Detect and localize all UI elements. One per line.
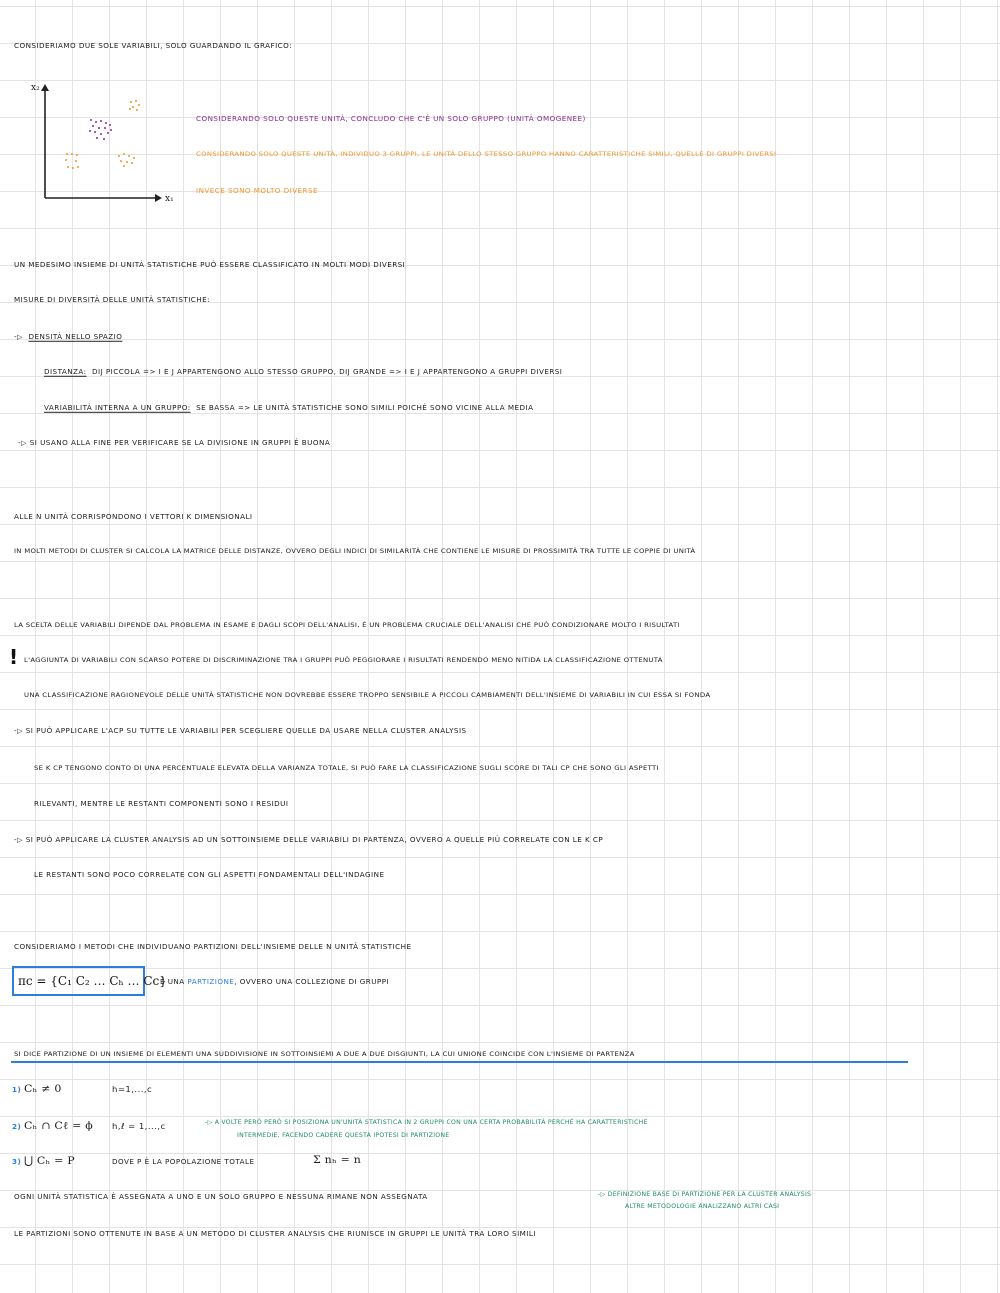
line-scelta-variabili: LA SCELTA DELLE VARIABILI DIPENDE DAL PROBLEMA IN ESAME E DAGLI SCOPI DELL'ANALISI, È UN PROBLEMA CRUCIALE DELL'ANALISI CHE PUÒ CONDIZIONARE MOLTO I RISULTATI xyxy=(14,621,680,629)
line-aggiunta-variabili: L'AGGIUNTA DI VARIABILI CON SCARSO POTERE DI DISCRIMINAZIONE TRA I GRUPPI PUÒ PEGGIORARE I RISULTATI RENDENDO MENO NITIDA LA CLASSIFICAZIONE OTTENUTA xyxy=(24,656,663,664)
condition-3-text: DOVE P È LA POPOLAZIONE TOTALE xyxy=(112,1157,255,1166)
y-axis-label: x₂ xyxy=(31,83,40,93)
variabilita-text: SE BASSA => LE UNITÀ STATISTICHE SONO SIMILI POICHÉ SONO VICINE ALLA MEDIA xyxy=(196,403,534,412)
line-rilevanti: RILEVANTI, MENTRE LE RESTANTI COMPONENTI SONO I RESIDUI xyxy=(34,799,289,808)
condition-3-expr: ⋃ Cₕ = P xyxy=(23,1154,75,1167)
partition-formula-box: πc = {C₁ C₂ … Cₕ … Cc} xyxy=(12,966,145,996)
line-densita xyxy=(14,331,122,342)
condition-2-expr: Cₕ ∩ Cℓ = ϕ xyxy=(23,1119,93,1132)
condition-2-index: h,ℓ = 1,...,c xyxy=(112,1122,166,1132)
blue-underline-rule xyxy=(11,1061,908,1063)
intro-line: CONSIDERIAMO DUE SOLE VARIABILI, SOLO GUARDANDO IL GRAFICO: xyxy=(14,41,293,50)
variabilita-label: VARIABILITÀ INTERNA A UN GRUPPO: xyxy=(44,403,191,412)
line-matrice-distanze: IN MOLTI METODI DI CLUSTER SI CALCOLA LA MATRICE DELLE DISTANZE, OVVERO DEGLI INDICI DI SIMILARITÀ CHE CONTIENE LE MISURE DI PROSSIMITÀ TRA TUTTE LE COPPIE DI UNITÀ xyxy=(14,547,696,555)
condition-2-number: 2) xyxy=(12,1122,22,1131)
definizione-note-1: -▷ DEFINIZIONE BASE DI PARTIZIONE PER LA CLUSTER ANALYSIS xyxy=(598,1191,812,1198)
line-medesimo-insieme: UN MEDESIMO INSIEME DI UNITÀ STATISTICHE PUÒ ESSERE CLASSIFICATO IN MOLTI MODI DIVERSI xyxy=(14,260,406,269)
densita-heading: DENSITÀ NELLO SPAZIO xyxy=(28,332,123,341)
condition-2 xyxy=(12,1120,93,1132)
orange-note-2: INVECE SONO MOLTO DIVERSE xyxy=(196,186,319,195)
condition-3 xyxy=(12,1155,75,1167)
line-vettori: ALLE N UNITÀ CORRISPONDONO I VETTORI K DIMENSIONALI xyxy=(14,512,253,521)
purple-note: CONSIDERANDO SOLO QUESTE UNITÀ, CONCLUDO CHE C'È UN SOLO GRUPPO (UNITÀ OMOGENEE) xyxy=(196,114,586,123)
line-definizione-partizione: SI DICE PARTIZIONE DI UN INSIEME DI ELEMENTI UNA SUDDIVISIONE IN SOTTOINSIEMI A DUE A DUE DISGIUNTI, LA CUI UNIONE COINCIDE CON L'INSIEME DI PARTENZA xyxy=(14,1050,635,1058)
partition-keyword: PARTIZIONE xyxy=(187,977,235,986)
line-acp: -▷ SI PUÒ APPLICARE L'ACP SU TUTTE LE VARIABILI PER SCEGLIERE QUELLE DA USARE NELLA CLUSTER ANALYSIS xyxy=(14,726,467,735)
line-metodi-partizioni: CONSIDERIAMO I METODI CHE INDIVIDUANO PARTIZIONI DELL'INSIEME DELLE N UNITÀ STATISTICHE xyxy=(14,942,412,951)
condition-1-index: h=1,...,c xyxy=(112,1085,153,1095)
line-partizioni-ottenute: LE PARTIZIONI SONO OTTENUTE IN BASE A UN METODO DI CLUSTER ANALYSIS CHE RIUNISCE IN GRUPPI LE UNITÀ TRA LORO SIMILI xyxy=(14,1229,536,1238)
condition-2-note-2: INTERMEDIE, FACENDO CADERE QUESTA IPOTESI DI PARTIZIONE xyxy=(237,1132,450,1139)
condition-3-number: 3) xyxy=(12,1157,22,1166)
line-e-una-partizione xyxy=(160,976,389,987)
condition-1 xyxy=(12,1083,62,1095)
warning-exclamation-icon: ! xyxy=(9,645,19,669)
distanza-text: DIJ PICCOLA => I E J APPARTENGONO ALLO STESSO GRUPPO, DIJ GRANDE => I E J APPARTENGONO A GRUPPI DIVERSI xyxy=(92,367,563,376)
line-misure-diversita: MISURE DI DIVERSITÀ DELLE UNITÀ STATISTICHE: xyxy=(14,295,210,304)
line-classificazione-ragionevole: UNA CLASSIFICAZIONE RAGIONEVOLE DELLE UNITÀ STATISTICHE NON DOVREBBE ESSERE TROPPO SENSIBILE A PICCOLI CAMBIAMENTI DELL'INSIEME DI VARIABILI IN CUI ESSA SI FONDA xyxy=(24,691,711,699)
condition-1-expr: Cₕ ≠ 0 xyxy=(23,1082,62,1095)
condition-1-number: 1) xyxy=(12,1085,22,1094)
partition-text-c: , OVVERO UNA COLLEZIONE DI GRUPPI xyxy=(234,977,390,986)
scatter-sketch xyxy=(25,78,205,208)
condition-2-note-1: -▷ A VOLTE PERÒ PERÒ SI POSIZIONA UN'UNITÀ STATISTICA IN 2 GRUPPI CON UNA CERTA PROBABILITÀ PERCHÉ HA CARATTERISTICHE xyxy=(205,1119,648,1126)
line-ogni-unita: OGNI UNITÀ STATISTICA È ASSEGNATA A UNO E UN SOLO GRUPPO E NESSUNA RIMANE NON ASSEGNATA xyxy=(14,1192,428,1201)
line-verificare: -▷ SI USANO ALLA FINE PER VERIFICARE SE LA DIVISIONE IN GRUPPI È BUONA xyxy=(18,438,331,447)
partition-text-a: È UNA xyxy=(160,977,185,986)
arrow-icon: -▷ xyxy=(14,332,24,341)
orange-note-1: CONSIDERANDO SOLO QUESTE UNITÀ, INDIVIDUO 3 GRUPPI, LE UNITÀ DELLO STESSO GRUPPO HANNO CARATTERISTICHE SIMILI, QUELLE DI GRUPPI DIVERSI xyxy=(196,150,777,158)
line-sottoinsieme: -▷ SI PUÒ APPLICARE LA CLUSTER ANALYSIS AD UN SOTTOINSIEME DELLE VARIABILI DI PARTENZA, OVVERO A QUELLE PIÙ CORRELATE CON LE K CP xyxy=(14,835,604,844)
line-restanti: LE RESTANTI SONO POCO CORRELATE CON GLI ASPETTI FONDAMENTALI DELL'INDAGINE xyxy=(34,870,385,879)
x-axis-label: x₁ xyxy=(165,194,174,204)
line-distanza xyxy=(44,366,562,377)
condition-3-sum: Σ nₕ = n xyxy=(313,1153,362,1166)
definizione-note-2: ALTRE METODOLOGIE ANALIZZANO ALTRI CASI xyxy=(625,1203,780,1210)
line-variabilita xyxy=(44,402,533,413)
line-k-cp: SE K CP TENGONO CONTO DI UNA PERCENTUALE ELEVATA DELLA VARIANZA TOTALE, SI PUÒ FARE LA CLASSIFICAZIONE SUGLI SCORE DI TALI CP CHE SONO GLI ASPETTI xyxy=(34,764,659,772)
distanza-label: DISTANZA: xyxy=(44,367,87,376)
